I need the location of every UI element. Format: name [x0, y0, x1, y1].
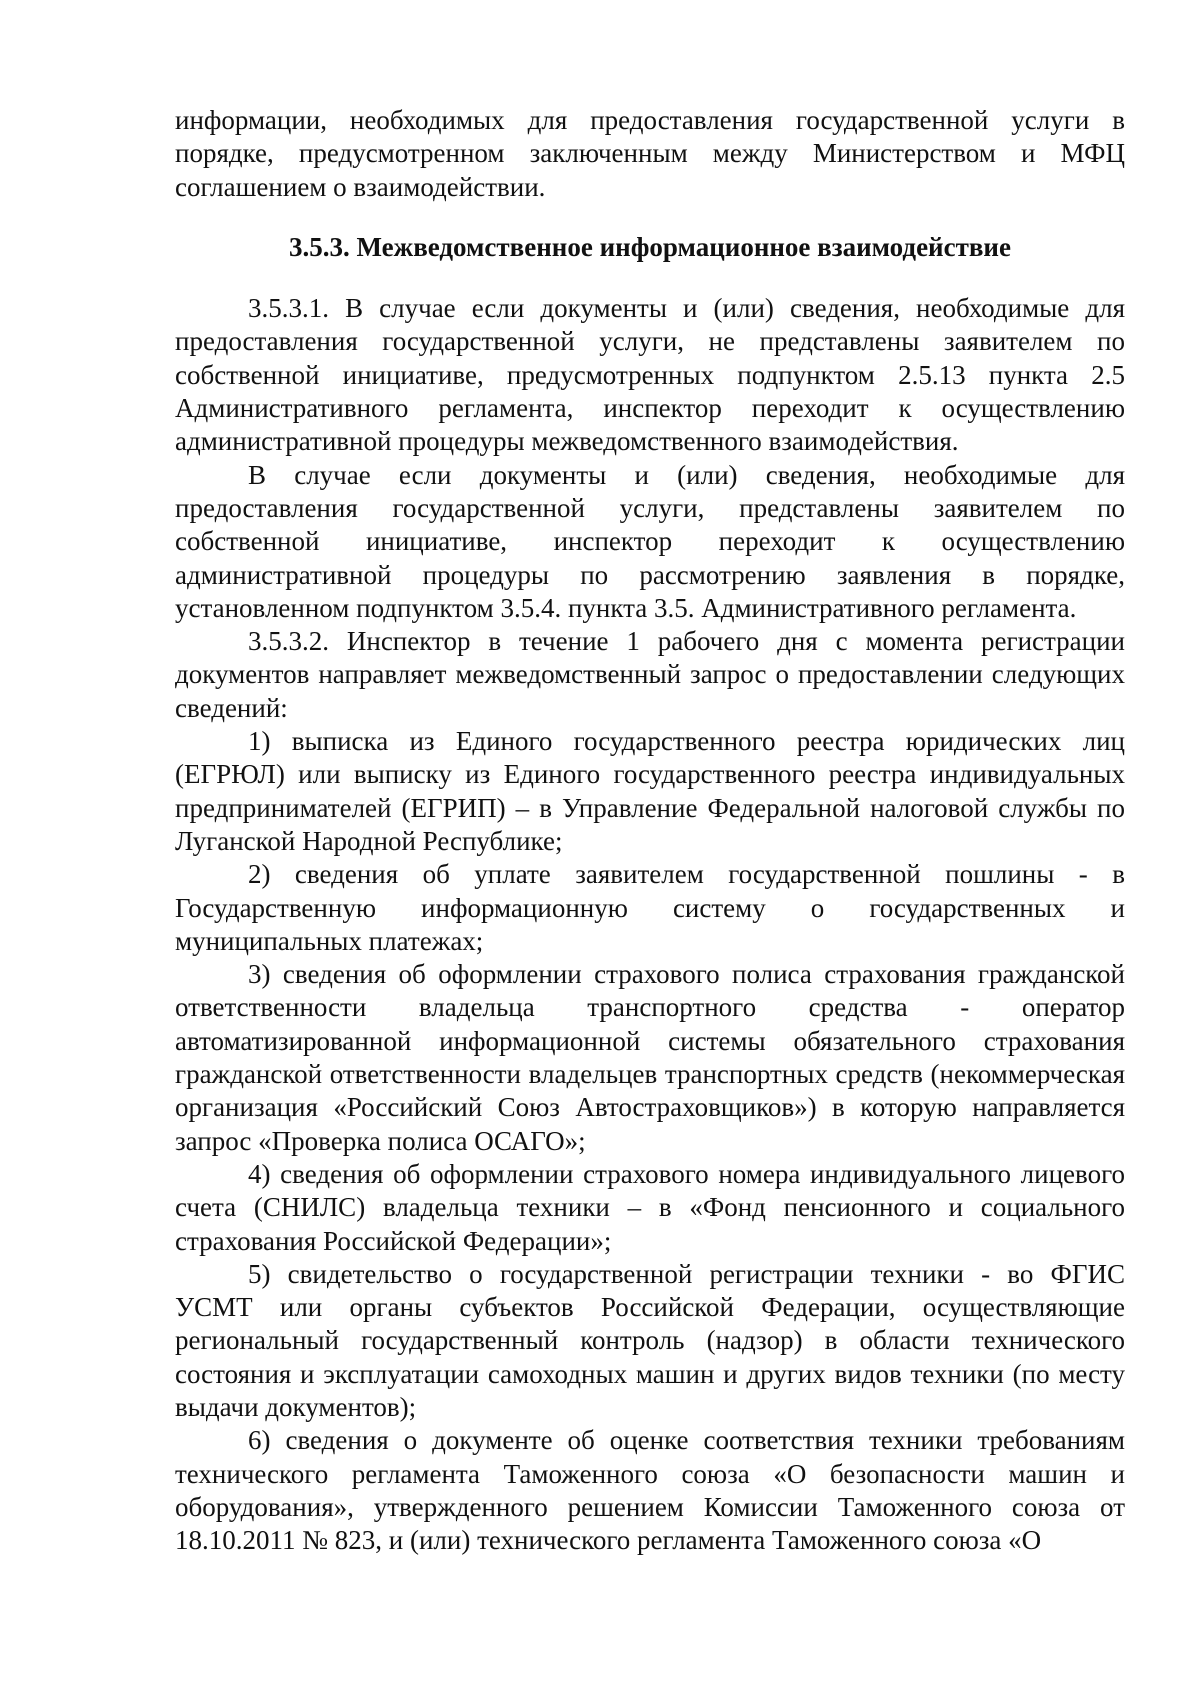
list-item-6: 6) сведения о документе об оценке соответствия техники требованиям технического регламента Таможенного союза «О безопасности машин и оборудования», утвержденного решением Комиссии Таможенного союза от 18.10.2011 № 823, и (или) технического регламента Таможенного союза «О: [175, 1425, 1125, 1556]
document-page: [175, 104, 1125, 1557]
list-item-4: 4) сведения об оформлении страхового номера индивидуального лицевого счета (СНИЛС) владельца техники – в «Фонд пенсионного и социального страхования Российской Федерации»;: [175, 1158, 1125, 1256]
list-item-3: 3) сведения об оформлении страхового полиса страхования гражданской ответственности владельца транспортного средства - оператор автоматизированной информационной системы обязательного страхования гражданской ответственности владельцев транспортных средств (некоммерческая организация «Российский Союз Автостраховщиков») в которую направляется запрос «Проверка полиса ОСАГО»;: [175, 959, 1125, 1156]
list-item-1: 1) выписка из Единого государственного реестра юридических лиц (ЕГРЮЛ) или выписку из Единого государственного реестра индивидуальных предпринимателей (ЕГРИП) – в Управление Федеральной налоговой службы по Луганской Народной Республике;: [175, 726, 1125, 856]
list-item-2: 2) сведения об уплате заявителем государственной пошлины - в Государственную информационную систему о государственных и муниципальных платежах;: [175, 859, 1125, 956]
paragraph-self-initiative: В случае если документы и (или) сведения, необходимые для предоставления государственной услуги, представлены заявителем по собственной инициативе, инспектор переходит к осуществлению административной процедуры по рассмотрению заявления в порядке, установленном подпунктом 3.5.4. пункта 3.5. Административного регламента.: [175, 459, 1125, 623]
section-title: 3.5.3. Межведомственное информационное взаимодействие: [289, 231, 1011, 262]
opening-paragraph: информации, необходимых для предоставления государственной услуги в порядке, предусмотренном заключенным между Министерством и МФЦ соглашением о взаимодействии.: [175, 105, 1125, 202]
list-item-5: 5) свидетельство о государственной регистрации техники - во ФГИС УСМТ или органы субъектов Российской Федерации, осуществляющие региональный государственный контроль (надзор) в области технического состояния и эксплуатации самоходных машин и других видов техники (по месту выдачи документов);: [175, 1258, 1125, 1422]
paragraph-3-5-3-1: 3.5.3.1. В случае если документы и (или) сведения, необходимые для предоставления государственной услуги, не представлены заявителем по собственной инициативе, предусмотренных подпунктом 2.5.13 пункта 2.5 Административного регламента, инспектор переходит к осуществлению административной процедуры межведомственного взаимодействия.: [175, 293, 1125, 457]
paragraph-3-5-3-2: 3.5.3.2. Инспектор в течение 1 рабочего дня с момента регистрации документов направляет межведомственный запрос о предоставлении следующих сведений:: [175, 626, 1125, 723]
